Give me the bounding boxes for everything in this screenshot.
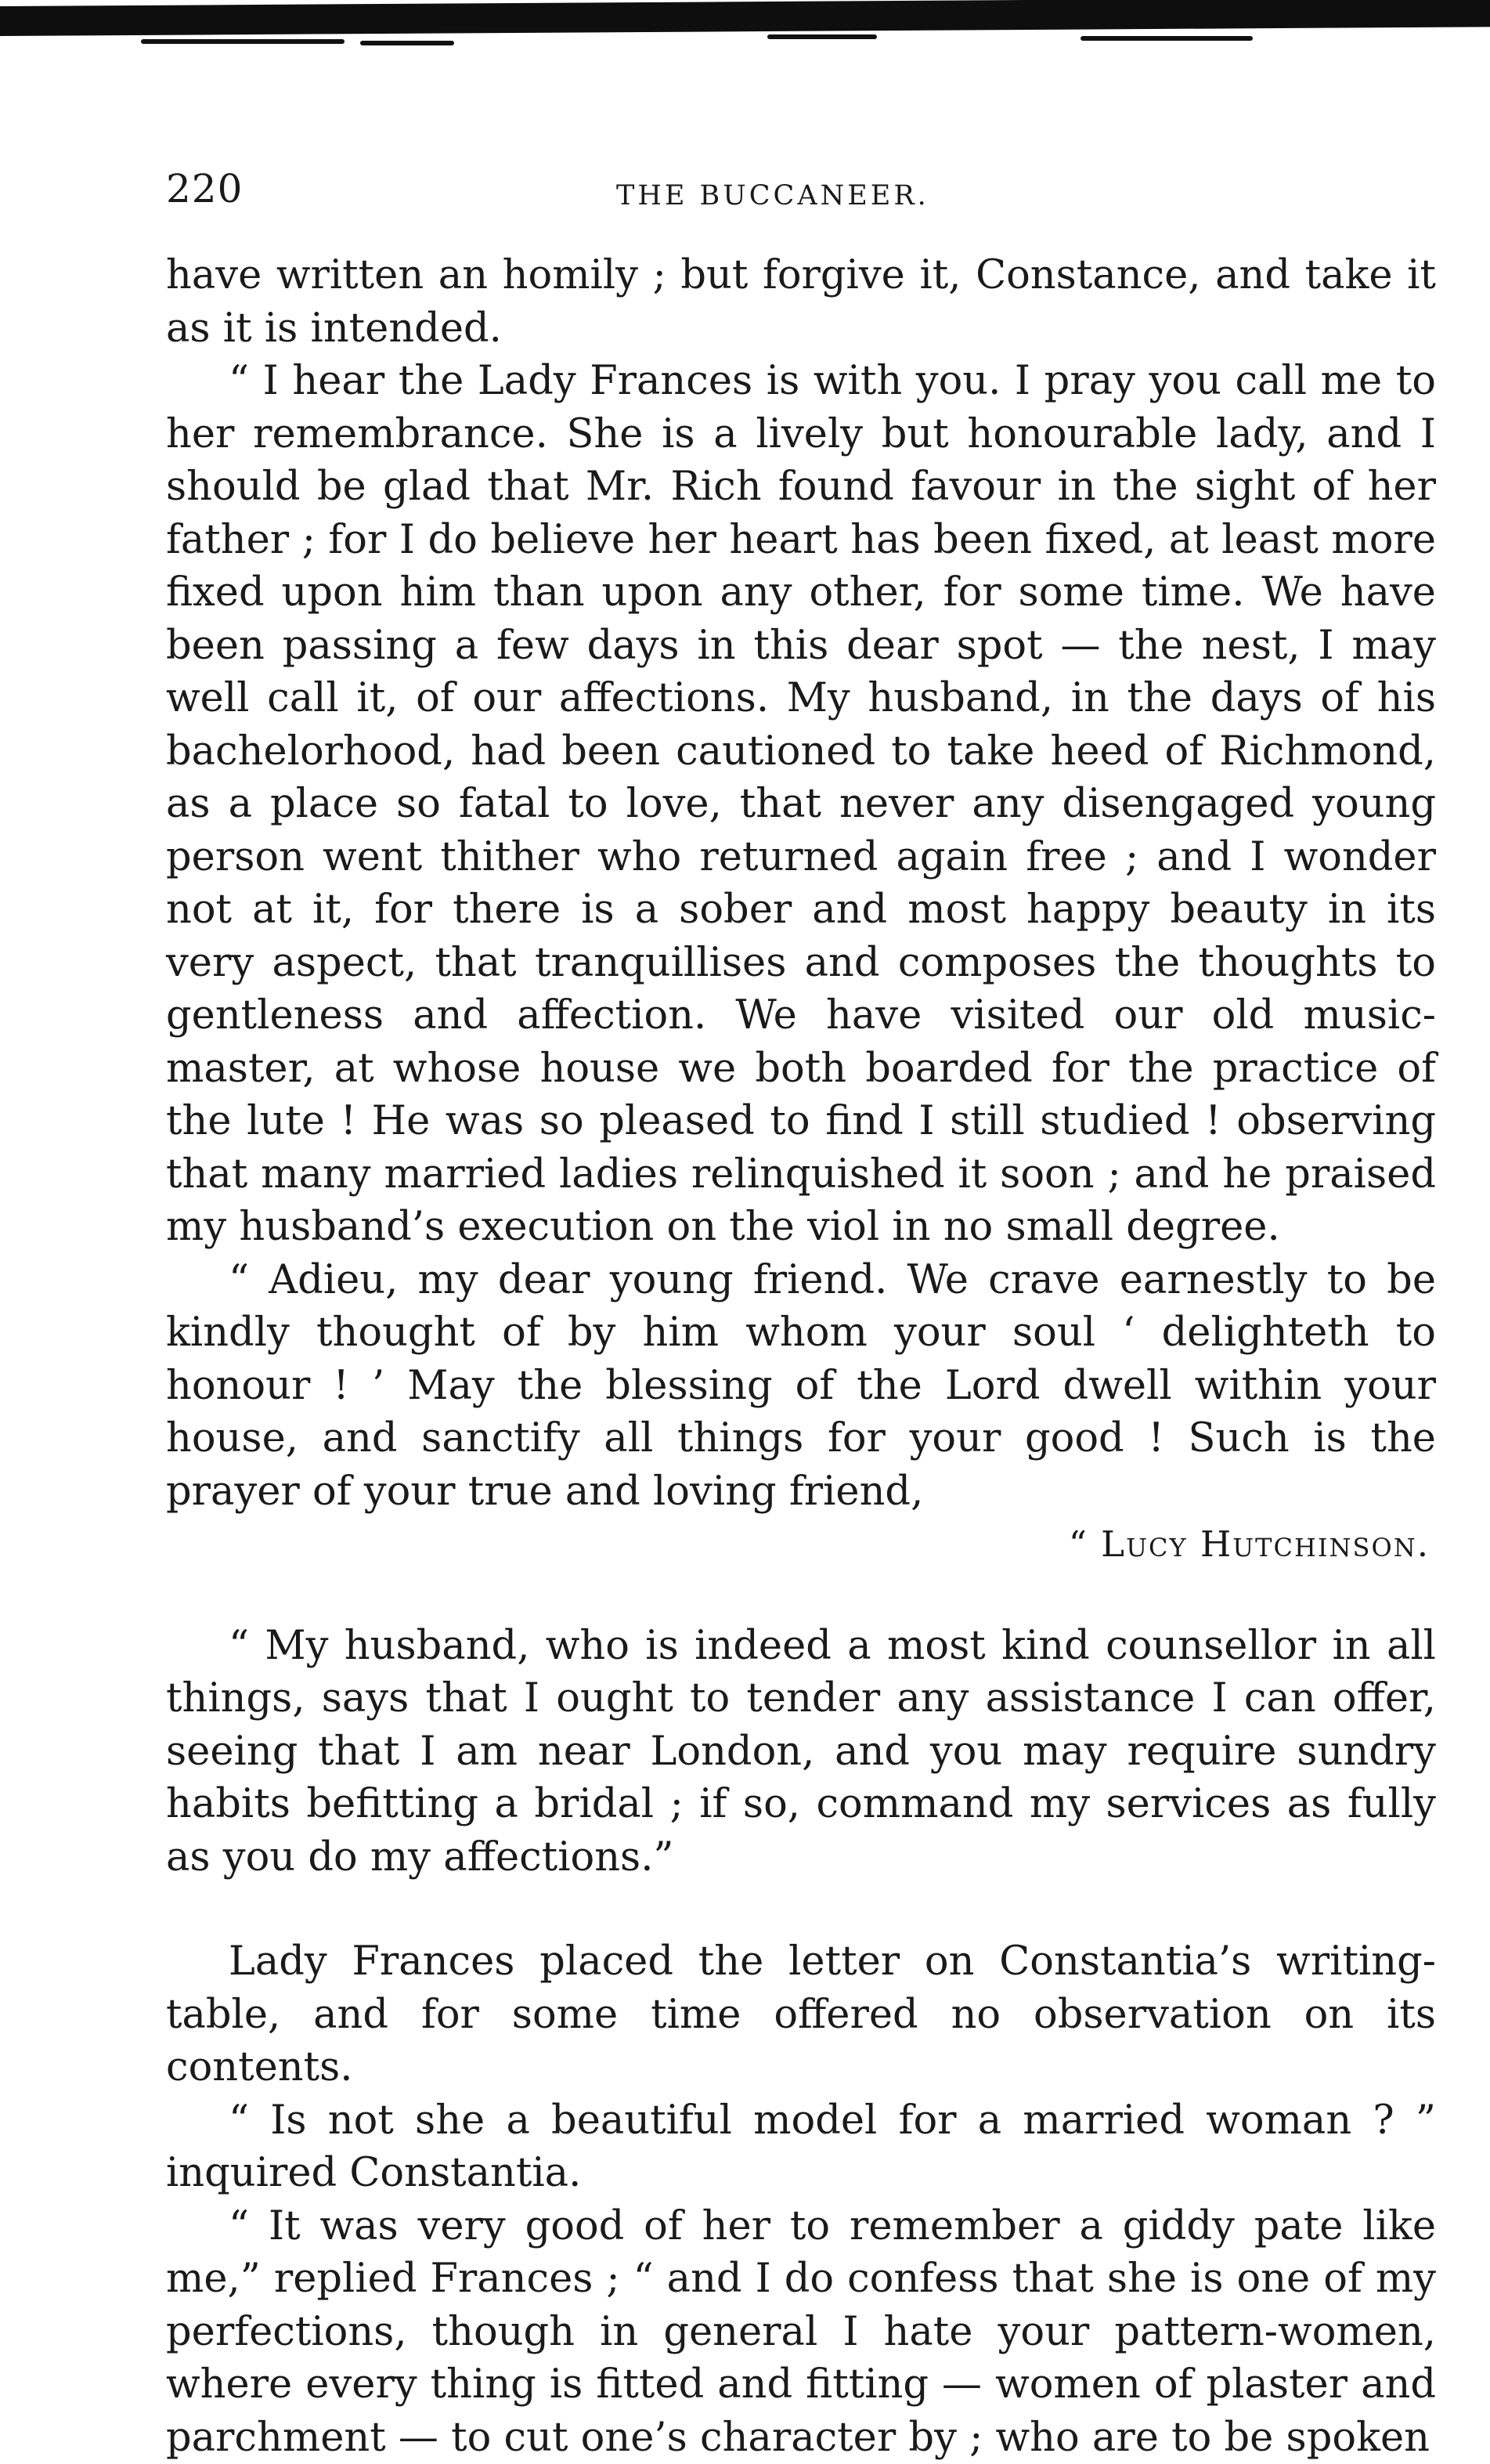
page-number: 220	[166, 166, 243, 211]
paragraph: “ Adieu, my dear young friend. We crave earnestly to be kindly thought of by him whom your soul ‘ delighteth to honour ! ’ May the blessing of the Lord dwell within your house, and sanctify all things for your good ! Such is the prayer of your true and loving friend,	[166, 1254, 1436, 1519]
paragraph: Lady Frances placed the letter on Constantia’s writing-table, and for some time offered no observation on its contents.	[166, 1935, 1436, 2094]
running-title: THE BUCCANEER.	[616, 180, 929, 211]
page-header	[166, 166, 1434, 229]
paragraph: “ I hear the Lady Frances is with you. I pray you call me to her remembrance. She is a lively but honourable lady, and I should be glad that Mr. Rich found favour in the sight of her father ; for I do believe her heart has been fixed, at least more fixed upon him than upon any other, for some time. We have been passing a few days in this dear spot — the nest, I may well call it, of our affections. My husband, in the days of his bachelorhood, had been cautioned to take heed of Richmond, as a place so fatal to love, that never any disengaged young person went thither who returned again free ; and I wonder not at it, for there is a sober and most happy beauty in its very aspect, that tranquillises and composes the thoughts to gentleness and affection. We have visited our old music-master, at whose house we both boarded for the practice of the lute ! He was so pleased to find I still studied ! observing that many married ladies relinquished it soon ; and he praised my husband’s execution on the viol in no small degree.	[166, 355, 1436, 1254]
paragraph: “ Is not she a beautiful model for a married woman ? ” inquired Constantia.	[166, 2094, 1436, 2200]
letter-signature: “ Lucy Hutchinson.	[166, 1518, 1436, 1571]
page-body	[166, 249, 1436, 2464]
paragraph: have written an homily ; but forgive it, Constance, and take it as it is intended.	[166, 249, 1436, 355]
postscript: “ My husband, who is indeed a most kind counsellor in all things, says that I ought to tender any assistance I can offer, seeing that I am near London, and you may require sundry habits befitting a bridal ; if so, command my services as fully as you do my affections.”	[166, 1620, 1436, 1884]
paragraph: “ It was very good of her to remember a giddy pate like me,” replied Frances ; “ and I do confess that she is one of my perfections, though in general I hate your pattern-women, where every thing is fitted and fitting — women of plaster and parchment — to cut one’s character by ; who are to be spoken	[166, 2200, 1436, 2464]
scanned-page-edge	[0, 0, 1490, 55]
